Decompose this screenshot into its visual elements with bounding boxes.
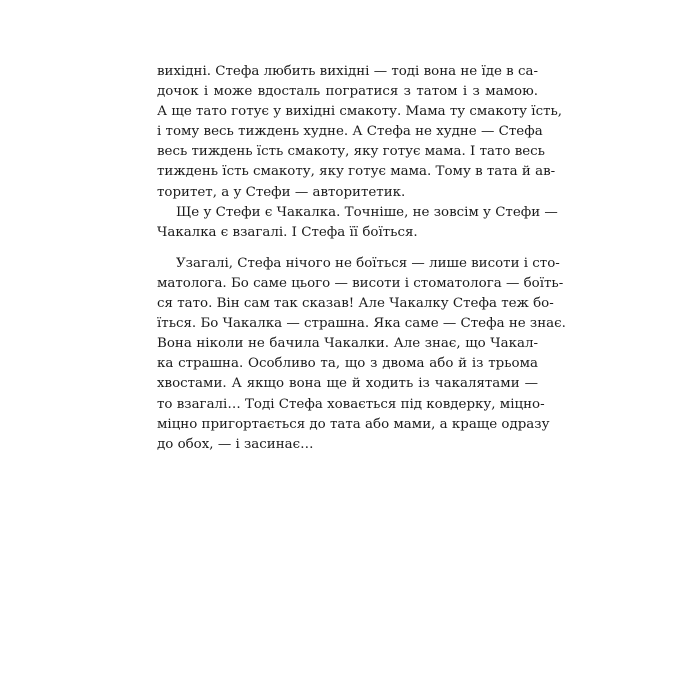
body-text [157,62,566,455]
text-line: міцно пригортається до тата або мами, а краще одразу [157,416,550,432]
text-line: ся тато. Він сам так сказав! Але Чакалку Стефа теж бо- [157,296,554,312]
text-line: дочок і може вдосталь погратися з татом і з мамою. [157,84,538,100]
text-line: весь тиждень їсть смакоту, яку готує мама. І тато весь [157,144,545,160]
paragraph-3 [157,254,566,455]
text-line: то взагалі… Тоді Стефа ховається під ковдерку, міцно- [157,396,545,412]
text-line: вихідні. Стефа любить вихідні — тоді вона не їде в са- [157,64,538,79]
text-line: А ще тато готує у вихідні смакоту. Мама ту смакоту їсть, [157,104,563,120]
text-line: ка страшна. Особливо та, що з двома або й із трьома [157,356,538,372]
text-line: Ще у Стефи є Чакалка. Точніше, не зовсім у Стефи — [176,204,558,220]
text-line: хвостами. А якщо вона ще й ходить із чакалятами — [157,376,538,392]
paragraph-gap [157,243,538,254]
text-line: тиждень їсть смакоту, яку готує мама. Тому в тата й ав- [157,164,556,180]
text-line: Вона ніколи не бачила Чакалки. Але знає, що Чакал- [157,336,538,352]
paragraph-2 [157,203,558,243]
text-line: торитет, а у Стефи — авторитетик. [157,184,406,200]
text-line: їться. Бо Чакалка — страшна. Яка саме — Стефа не знає. [157,316,566,332]
text-line: матолога. Бо саме цього — висоти і стоматолога — боїть- [157,275,564,291]
text-line: до обох, — і засинає… [157,436,314,452]
paragraph-1 [157,62,563,203]
text-line: Узагалі, Стефа нічого не боїться — лише висоти і сто- [176,255,560,271]
text-line: і тому весь тиждень худне. А Стефа не худне — Стефа [157,124,543,140]
text-line: Чакалка є взагалі. І Стефа її боїться. [157,224,418,240]
